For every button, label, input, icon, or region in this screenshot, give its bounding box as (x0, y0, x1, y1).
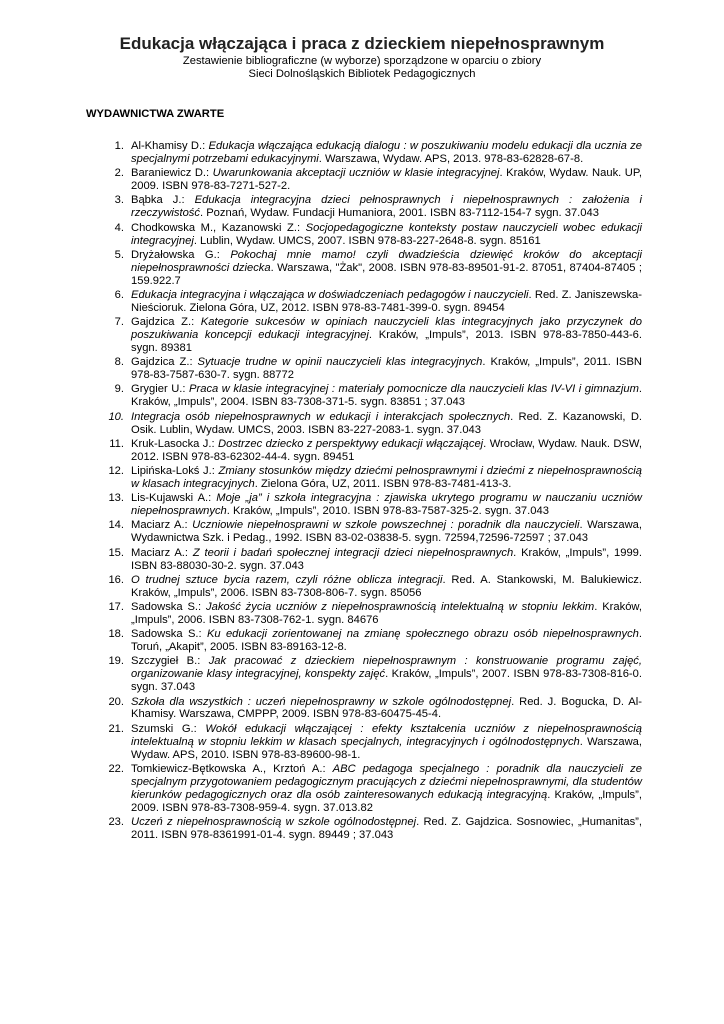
entry-publication-details: . Wrocław, Wydaw. Nauk. DSW, 2012. ISBN 978-83-62302-44-4. sygn. 89451 (131, 437, 642, 463)
entry-publication-details: . Poznań, Wydaw. Fundacji Humaniora, 2001. ISBN 83-7112-154-7 sygn. 37.043 (200, 207, 599, 220)
entry-title: Sytuacje trudne w opinii nauczycieli klas integracyjnych (197, 356, 483, 369)
entry-author: Lipińska-Lokś J.: (131, 465, 219, 478)
entry-text (131, 249, 642, 287)
entry-author: Kruk-Lasocka J.: (131, 437, 219, 450)
bibliography-entry (86, 601, 642, 627)
entry-publication-details: . Red. Z. Gajdzica. Sosnowiec, „Humanitas”, 2011. ISBN 978-8361991-01-4. sygn. 89449 ; 37.043 (131, 815, 642, 841)
entry-publication-details: . Red. A. Stankowski, M. Balukiewicz. Kraków, „Impuls”, 2006. ISBN 83-7308-806-7. sygn. 85056 (131, 573, 642, 599)
entry-number: 6. (114, 288, 124, 301)
entry-text (131, 492, 642, 517)
entry-number: 23. (108, 815, 124, 828)
bibliography-entry (86, 411, 642, 437)
entry-text (131, 816, 642, 841)
entry-title: Ku edukacji zorientowanej na zmianę społecznego obrazu osób niepełnosprawnych (206, 628, 639, 641)
entry-publication-details: . Lublin, Wydaw. UMCS, 2007. ISBN 978-83-227-2648-8. sygn. 85161 (193, 234, 541, 247)
bibliography-entry (86, 547, 642, 573)
entry-title: Edukacja integracyjna dzieci pełnosprawnych i niepełnosprawnych : założenia i rzeczywistość (131, 194, 642, 220)
bibliography-entry (86, 465, 642, 491)
entry-publication-details: . Kraków, „Impuls”, 2004. ISBN 83-7308-371-5. sygn. 83851 ; 37.043 (131, 383, 642, 409)
entry-publication-details: . Red. Z. Kazanowski, D. Osik. Lublin, Wydaw. UMCS, 2003. ISBN 83-227-2083-1. sygn. 37.043 (131, 410, 643, 436)
entry-number: 18. (108, 628, 124, 641)
entry-number: 12. (108, 465, 124, 478)
entry-publication-details: . Kraków, „Impuls”, 2009. ISBN 978-83-7308-959-4. sygn. 37.013.82 (131, 788, 642, 814)
entry-text (131, 356, 642, 381)
entry-text (131, 438, 642, 463)
entry-title: Zmiany stosunków między dziećmi pełnosprawnymi i dziećmi z niepełnosprawnością w klasach integracyjnych (131, 465, 642, 490)
document-subtitle-line2: Sieci Dolnośląskich Bibliotek Pedagogicznych (248, 68, 476, 80)
entry-title: Integracja osób niepełnosprawnych w edukacji i interakcjach społecznych (131, 410, 511, 423)
entry-title: Uczeń z niepełnosprawnością w szkole ogólnodostępnej (131, 815, 417, 828)
bibliography-entry (86, 289, 642, 315)
entry-text (131, 723, 642, 761)
entry-author: Gajdzica Z.: (131, 316, 201, 329)
bibliography-entry (86, 628, 642, 654)
entry-author: Sadowska S.: (131, 628, 207, 641)
entry-title: Socjopedagogiczne konteksty postaw nauczycieli wobec edukacji integracyjnej (131, 221, 642, 247)
entry-publication-details: . Kraków, „Impuls”, 2013. ISBN 978-83-7850-443-6. sygn. 89381 (131, 329, 643, 354)
entry-title: Kategorie sukcesów w opiniach nauczycieli klas integracyjnych jako przyczynek do poszukiwania koncepcji edukacji integracyjnej (131, 316, 642, 342)
entry-author: Tomkiewicz-Bętkowska A., Krztoń A.: (131, 762, 333, 775)
entry-title: ABC pedagoga specjalnego : poradnik dla nauczycieli ze specjalnym przygotowaniem pedagogicznym pracujących z dziećmi niepełnosprawnymi, dla studentów kierunków pedagogicznych oraz dla osób zainteresowanych edukacją integracyjną (131, 762, 642, 801)
entry-number: 5. (114, 248, 124, 261)
entry-publication-details: . Red. J. Bogucka, D. Al-Khamisy. Warszawa, CMPPP, 2009. ISBN 978-83-60475-45-4. (131, 695, 642, 721)
entry-title: O trudnej sztuce bycia razem, czyli różne oblicza integracji (131, 573, 443, 586)
entry-publication-details: . Red. Z. Janiszewska-Nieścioruk. Zielona Góra, UZ, 2012. ISBN 978-83-7481-399-0. sygn. 89454 (131, 288, 642, 314)
entry-number: 15. (108, 546, 124, 559)
entry-author: Bąbka J.: (131, 194, 195, 207)
entry-title: Pokochaj mnie mamo! czyli dwadzieścia dziewięć kroków do akceptacji niepełnosprawności dziecka (131, 248, 642, 274)
bibliography-list (86, 140, 642, 843)
entry-title: Edukacja integracyjna i włączająca w doświadczeniach pedagogów i nauczycieli (131, 288, 529, 301)
entry-title: Uwarunkowania akceptacji uczniów w klasie integracyjnej (212, 167, 500, 180)
entry-number: 21. (108, 722, 124, 735)
entry-number: 8. (114, 356, 124, 369)
entry-number: 13. (108, 492, 124, 505)
entry-publication-details: . Warszawa, Wydawnictwa Szk. i Pedag., 1992. ISBN 83-02-03838-5. sygn. 72594,72596-72597 ; 37.043 (131, 519, 642, 545)
entry-author: Szczygieł B.: (131, 655, 209, 668)
entry-text (131, 601, 642, 626)
entry-title: Jak pracować z dzieckiem niepełnosprawnym : konstruowanie programu zajęć, organizowanie klasy integracyjnej, konspekty zajęć (131, 655, 642, 681)
entry-text (131, 316, 642, 354)
entry-number: 10. (108, 410, 124, 423)
entry-text (131, 547, 642, 572)
bibliography-entry (86, 383, 642, 409)
entry-publication-details: . Kraków, „Impuls”, 2010. ISBN 978-83-7587-325-2. sygn. 37.043 (226, 505, 549, 518)
entry-title: Szkoła dla wszystkich : uczeń niepełnosprawny w szkole ogólnodostępnej (131, 695, 512, 708)
bibliography-entry (86, 655, 642, 694)
entry-number: 11. (109, 437, 124, 450)
entry-author: Szumski G.: (131, 722, 206, 735)
bibliography-entry (86, 140, 642, 166)
entry-number: 17. (108, 601, 124, 614)
entry-text (131, 383, 642, 408)
bibliography-entry (86, 763, 642, 815)
entry-publication-details: . Kraków, „Impuls”, 2006. ISBN 83-7308-762-1. sygn. 84676 (131, 601, 642, 626)
entry-text (131, 628, 642, 653)
section-heading: WYDAWNICTWA ZWARTE (86, 108, 225, 120)
entry-publication-details: . Toruń, „Akapit”, 2005. ISBN 83-89163-12-8. (131, 628, 642, 654)
bibliography-entry (86, 167, 642, 193)
entry-number: 1. (114, 140, 124, 152)
entry-publication-details: . Warszawa, "Żak", 2008. ISBN 978-83-89501-91-2. 87051, 87404-87405 ; 159.922.7 (131, 261, 642, 287)
entry-author: Gajdzica Z.: (131, 356, 198, 369)
bibliography-entry (86, 222, 642, 248)
entry-title: Dostrzec dziecko z perspektywy edukacji włączającej (218, 437, 484, 450)
entry-publication-details: . Kraków, „Impuls”, 2007. ISBN 978-83-7308-816-0. sygn. 37.043 (131, 668, 642, 694)
entry-text (131, 696, 642, 721)
bibliography-entry (86, 316, 642, 355)
entry-author: Grygier U.: (131, 383, 190, 396)
entry-text (131, 411, 642, 436)
bibliography-entry (86, 249, 642, 288)
entry-publication-details: . Warszawa, Wydaw. APS, 2013. 978-83-62828-67-8. (318, 152, 584, 165)
entry-title: Edukacja włączająca edukacją dialogu : w poszukiwaniu modelu edukacji dla ucznia ze specjalnymi potrzebami edukacyjnymi (131, 140, 642, 165)
entry-text (131, 465, 642, 490)
entry-author: Chodkowska M., Kazanowski Z.: (131, 221, 306, 234)
entry-number: 14. (108, 519, 124, 532)
entry-number: 4. (114, 221, 124, 234)
entry-text (131, 194, 642, 219)
entry-author: Sadowska S.: (131, 601, 206, 614)
entry-author: Maciarz A.: (131, 546, 193, 559)
entry-text (131, 574, 642, 599)
entry-author: Lis-Kujawski A.: (131, 492, 217, 505)
document-title: Edukacja włączająca i praca z dzieckiem niepełnosprawnym (119, 34, 605, 53)
entry-author: Maciarz A.: (131, 519, 193, 532)
entry-title: Z teorii i badań społecznej integracji dzieci niepełnosprawnych (192, 546, 514, 559)
document-subtitle-line1: Zestawienie bibliograficzne (w wyborze) sporządzone w oparciu o zbiory (182, 55, 542, 67)
bibliography-entry (86, 816, 642, 842)
entry-title: Uczniowie niepełnosprawni w szkole powszechnej : poradnik dla nauczycieli (192, 519, 580, 532)
entry-text (131, 763, 642, 814)
entry-text (131, 519, 642, 544)
bibliography-entry (86, 194, 642, 220)
bibliography-entry (86, 519, 642, 545)
entry-text (131, 222, 642, 247)
entry-text (131, 167, 642, 192)
bibliography-entry (86, 356, 642, 382)
entry-number: 2. (114, 167, 124, 180)
entry-number: 22. (108, 762, 124, 775)
bibliography-entry (86, 492, 642, 518)
bibliography-entry (86, 696, 642, 722)
entry-publication-details: . Kraków, Wydaw. Nauk. UP, 2009. ISBN 978-83-7271-527-2. (131, 167, 642, 193)
entry-text (131, 289, 642, 314)
entry-number: 16. (108, 573, 124, 586)
entry-publication-details: . Zielona Góra, UZ, 2011. ISBN 978-83-7481-413-3. (254, 477, 512, 490)
entry-number: 19. (108, 655, 124, 668)
entry-publication-details: . Kraków, „Impuls”, 1999. ISBN 83-88030-30-2. sygn. 37.043 (131, 546, 642, 572)
entry-publication-details: . Kraków, „Impuls”, 2011. ISBN 978-83-7587-630-7. sygn. 88772 (131, 356, 643, 382)
entry-number: 9. (114, 383, 124, 396)
entry-title: Praca w klasie integracyjnej : materiały pomocnicze dla nauczycieli klas IV-VI i gimnazjum (189, 383, 639, 396)
entry-title: Moje „ja” i szkoła integracyjna : zjawiska ukrytego programu w nauczaniu uczniów niepełnosprawnych (131, 492, 643, 518)
entry-number: 7. (114, 316, 124, 329)
entry-number: 3. (114, 194, 124, 207)
bibliography-entry (86, 723, 642, 762)
entry-text (131, 655, 642, 693)
entry-author: Baraniewicz D.: (131, 167, 213, 180)
entry-title: Jakość życia uczniów z niepełnosprawnością intelektualną w stopniu lekkim (206, 601, 595, 614)
entry-number: 20. (108, 695, 124, 708)
entry-author: Dryżałowska G.: (131, 248, 231, 261)
bibliography-entry (86, 438, 642, 464)
entry-author: Al-Khamisy D.: (131, 140, 209, 152)
entry-publication-details: . Warszawa, Wydaw. APS, 2010. ISBN 978-83-89600-98-1. (131, 735, 642, 761)
entry-title: Wokół edukacji włączającej : efekty kształcenia uczniów z niepełnosprawnością intelektualną w stopniu lekkim w klasach specjalnych, integracyjnych i ogólnodostępnych (131, 722, 642, 748)
entry-text (131, 140, 642, 165)
bibliography-entry (86, 574, 642, 600)
